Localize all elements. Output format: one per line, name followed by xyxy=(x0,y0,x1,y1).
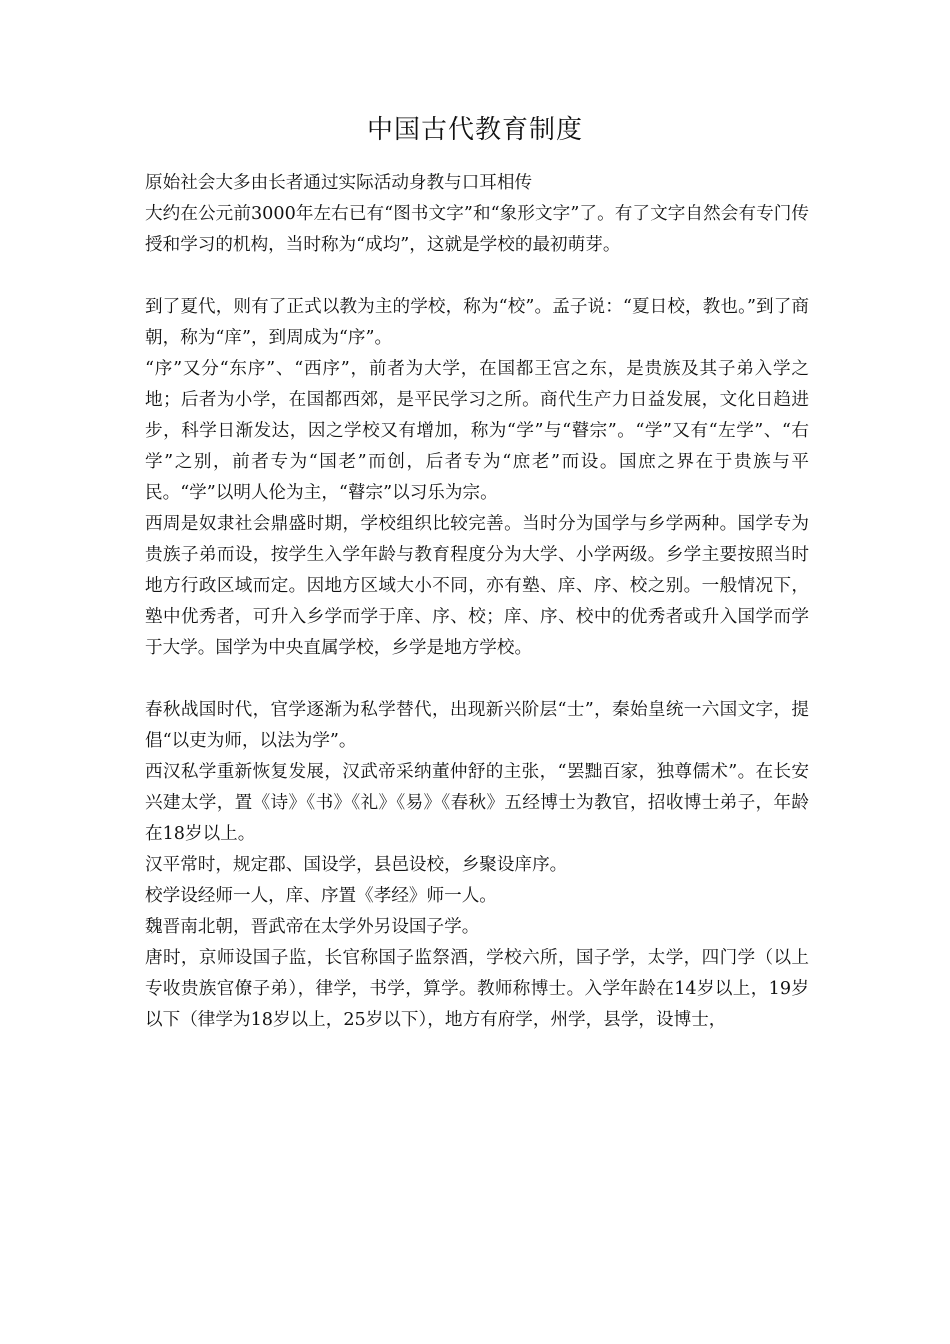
paragraph-western-han: 西汉私学重新恢复发展，汉武帝采纳董仲舒的主张，“罢黜百家，独尊儒术”。在长安兴建太学，置《诗》《书》《礼》《易》《春秋》五经博士为教官，招收博士弟子，年龄在18岁以上。 xyxy=(145,762,809,844)
paragraph-han-ping: 汉平常时，规定郡、国设学，县邑设校，乡聚设庠序。 xyxy=(145,855,568,875)
paragraph-chengjun: 大约在公元前3000年左右已有“图书文字”和“象形文字”了。有了文字自然会有专门传授和学习的机构，当时称为“成均”，这就是学校的最初萌芽。 xyxy=(145,204,809,255)
paragraph-gap xyxy=(145,664,809,695)
paragraph-school-teachers: 校学设经师一人，庠、序置《孝经》师一人。 xyxy=(145,886,497,906)
paragraph-tang-dynasty: 唐时，京师设国子监，长官称国子监祭酒，学校六所，国子学，太学，四门学（以上专收贵族官僚子弟），律学，书学，算学。教师称博士。入学年龄在14岁以上，19岁以下（律学为18岁以上，25岁以下），地方有府学，州学，县学，设博士， xyxy=(145,948,809,1030)
paragraph-western-zhou: 西周是奴隶社会鼎盛时期，学校组织比较完善。当时分为国学与乡学两种。国学专为贵族子弟而设，按学生入学年龄与教育程度分为大学、小学两级。乡学主要按照当时地方行政区域而定。因地方区域大小不同，亦有塾、庠、序、校之别。一般情况下，塾中优秀者，可升入乡学而学于庠、序、校；庠、序、校中的优秀者或升入国学而学于大学。国学为中央直属学校，乡学是地方学校。 xyxy=(145,514,809,658)
document-title: 中国古代教育制度 xyxy=(366,115,583,145)
document-body xyxy=(145,168,809,1036)
paragraph-xu-schools: “序”又分“东序”、“西序”，前者为大学，在国都王宫之东，是贵族及其子弟入学之地；后者为小学，在国都西郊，是平民学习之所。商代生产力日益发展，文化日趋进步，科学日渐发达，因之学校又有增加，称为“学”与“瞽宗”。“学”又有“左学”、“右学”之别，前者专为“国老”而创，后者专为“庶老”而设。国庶之界在于贵族与平民。“学”以明人伦为主，“瞽宗”以习乐为宗。 xyxy=(145,359,809,503)
paragraph-warring-states: 春秋战国时代，官学逐渐为私学替代，出现新兴阶层“士”，秦始皇统一六国文字，提倡“以吏为师，以法为学”。 xyxy=(145,700,809,751)
paragraph-primitive-society: 原始社会大多由长者通过实际活动身教与口耳相传 xyxy=(145,173,533,193)
paragraph-wei-jin: 魏晋南北朝，晋武帝在太学外另设国子学。 xyxy=(145,917,480,937)
paragraph-gap xyxy=(145,261,809,292)
paragraph-xia-dynasty: 到了夏代，则有了正式以教为主的学校，称为“校”。孟子说：“夏日校，教也。”到了商朝，称为“庠”，到周成为“序”。 xyxy=(145,297,809,348)
